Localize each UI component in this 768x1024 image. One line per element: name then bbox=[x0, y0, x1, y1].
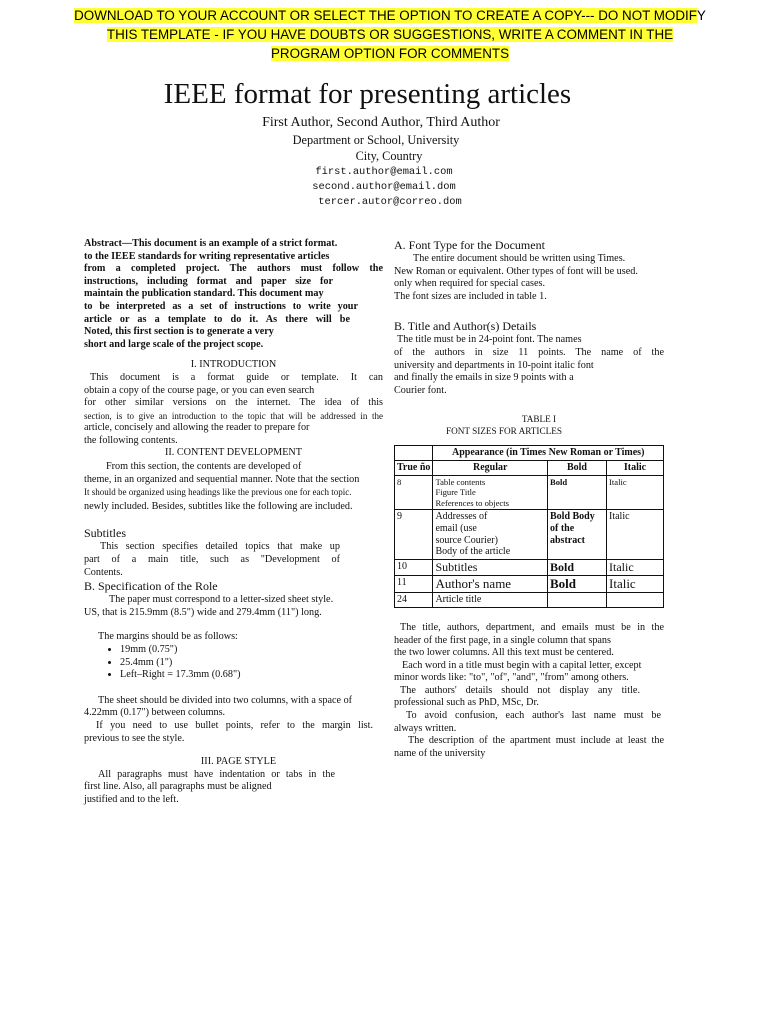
after-table-line: professional such as PhD, MSc, Dr. bbox=[394, 697, 539, 709]
role-line: US, that is 215.9mm (8.5") wide and 279.4mm (11") long. bbox=[84, 606, 322, 618]
role-line: The paper must correspond to a letter-sized sheet style. bbox=[109, 594, 334, 606]
table-cell-line: Figure Title bbox=[435, 487, 476, 498]
table-cell-regular: Author's name bbox=[433, 576, 548, 593]
table-caption: FONT SIZES FOR ARTICLES bbox=[446, 425, 562, 436]
table-cell-line: Table contents bbox=[435, 476, 486, 487]
introduction-body bbox=[84, 372, 383, 448]
section-introduction-heading: I. INTRODUCTION bbox=[190, 359, 277, 371]
table-cell-size: 9 bbox=[395, 510, 433, 560]
section-content-heading: II. CONTENT DEVELOPMENT bbox=[164, 446, 303, 458]
title-line: of the authors in size 11 points. The name of the bbox=[394, 346, 664, 358]
margins-intro: The margins should be as follows: bbox=[98, 631, 238, 643]
table-cell-size: 24 bbox=[395, 593, 433, 608]
table-cell-bold: Bold Body of the abstract bbox=[548, 510, 607, 560]
after-table-line: minor words like: "to", "of", "and", "from" among others. bbox=[394, 672, 629, 684]
abstract-line: to be interpreted as a set of instructions to write your bbox=[84, 300, 358, 312]
title-line: university and departments in 10-point italic font bbox=[394, 359, 594, 371]
table-cell-line: References to objects bbox=[435, 497, 509, 508]
subtitles-line: part of a main title, such as "Development of bbox=[84, 554, 340, 566]
table-cell-line: Addresses of bbox=[435, 511, 488, 523]
left-column bbox=[84, 238, 383, 807]
title-line: Courier font. bbox=[394, 384, 447, 396]
abstract-line: article or as a template to do it. As there will be bbox=[84, 313, 350, 325]
table-row bbox=[395, 576, 664, 593]
table-cell-regular: Article title bbox=[433, 593, 548, 608]
email-first: first.author@email.com bbox=[315, 166, 453, 178]
columns-line: The sheet should be divided into two columns, with a space of bbox=[98, 694, 353, 706]
after-table-line: the two lower columns. All this text must be centered. bbox=[394, 647, 614, 659]
table-col-regular: Regular bbox=[433, 460, 548, 475]
intro-line: the following contents. bbox=[84, 434, 178, 446]
table-cell-line: source Courier) bbox=[435, 534, 498, 546]
abstract-line: from a completed project. The authors must follow the bbox=[84, 263, 383, 275]
section-page-style-heading: III. PAGE STYLE bbox=[200, 756, 277, 768]
font-type-heading: A. Font Type for the Document bbox=[394, 238, 545, 252]
table-col-bold: Bold bbox=[548, 460, 607, 475]
table-row bbox=[395, 560, 664, 576]
table-row bbox=[395, 510, 664, 560]
intro-line: section, is to give an introduction to the topic that will be addressed in the bbox=[84, 410, 383, 421]
intro-line: for other similar versions on the internet. The idea of this bbox=[84, 397, 383, 409]
table-col-italic: Italic bbox=[607, 460, 664, 475]
table-header-row bbox=[395, 446, 664, 461]
table-cell-italic: Italic bbox=[607, 576, 664, 593]
table-cell-italic bbox=[607, 593, 664, 608]
table-cell-bold: Bold bbox=[548, 560, 607, 576]
abstract-line: short and large scale of the project scope. bbox=[84, 338, 264, 350]
intro-line: obtain a copy of the course page, or you can even search bbox=[84, 384, 315, 396]
after-table-line: always written. bbox=[394, 722, 457, 734]
email-second: second.author@email.dom bbox=[312, 181, 456, 193]
page-style-line: first line. Also, all paragraphs must be aligned bbox=[84, 781, 272, 793]
table-cell-line: email (use bbox=[435, 522, 477, 534]
table-cell-size: 11 bbox=[395, 576, 433, 593]
content-line: newly included. Besides, subtitles like the following are included. bbox=[84, 500, 353, 512]
banner-line-2: THIS TEMPLATE - IF YOU HAVE DOUBTS OR SUGGESTIONS, WRITE A COMMENT IN THE bbox=[106, 27, 674, 42]
table-cell-italic: Italic bbox=[607, 510, 664, 560]
after-table-body bbox=[394, 622, 664, 761]
paper-authors: First Author, Second Author, Third Author bbox=[262, 115, 500, 130]
after-table-line: header of the first page, in a single column that spans bbox=[394, 634, 611, 646]
subtitles-line: Contents. bbox=[84, 566, 123, 578]
subtitles-body bbox=[84, 541, 383, 579]
table-cell-regular bbox=[433, 510, 548, 560]
table-cell-bold: Bold bbox=[548, 475, 607, 510]
table-label: TABLE I bbox=[521, 414, 557, 425]
title-authors-body bbox=[394, 334, 664, 397]
after-table-line: name of the university bbox=[394, 747, 486, 759]
margin-item: • 25.4mm (1") bbox=[120, 657, 383, 670]
margins-list bbox=[84, 644, 383, 682]
intro-line: This document is a format guide or template. It can bbox=[90, 371, 383, 383]
role-heading: B. Specification of the Role bbox=[84, 579, 218, 594]
font-line: The entire document should be written using Times. bbox=[413, 253, 626, 264]
table-cell-italic: Italic bbox=[607, 560, 664, 576]
abstract-line: instructions, including format and paper size for bbox=[84, 275, 333, 287]
table-cell-regular bbox=[433, 475, 548, 510]
after-table-line: To avoid confusion, each author's last name must be bbox=[406, 710, 661, 722]
margin-item: • 19mm (0.75") bbox=[120, 644, 383, 657]
table-cell-bold bbox=[548, 593, 607, 608]
table-col-size: True ño bbox=[395, 460, 433, 475]
abstract-line: to the IEEE standards for writing representative articles bbox=[84, 250, 330, 262]
columns-line: If you need to use bullet points, refer to the margin list. bbox=[96, 720, 373, 731]
banner-line-3: PROGRAM OPTION FOR COMMENTS bbox=[270, 46, 510, 61]
abstract-line: maintain the publication standard. This document may bbox=[84, 288, 324, 300]
content-body bbox=[84, 461, 383, 513]
columns-body bbox=[84, 695, 383, 745]
right-column bbox=[394, 238, 664, 760]
table-row bbox=[395, 475, 664, 510]
banner-line-1: DOWNLOAD TO YOUR ACCOUNT OR SELECT THE OPTION TO CREATE A COPY--- DO NOT MODIF bbox=[74, 8, 697, 23]
table-subheader-row bbox=[395, 460, 664, 475]
font-line: only when required for special cases. bbox=[394, 278, 546, 290]
columns-line: 4.22mm (0.17") between columns. bbox=[84, 707, 226, 719]
table-cell-italic: Italic bbox=[607, 475, 664, 510]
banner-line-1-tail: Y bbox=[696, 8, 706, 23]
subtitles-line: This section specifies detailed topics that make up bbox=[100, 541, 340, 553]
table-cell-size: 10 bbox=[395, 560, 433, 576]
margin-item: • Left–Right = 17.3mm (0.68") bbox=[120, 669, 383, 682]
paper-title: IEEE format for presenting articles bbox=[163, 78, 572, 110]
table-row bbox=[395, 593, 664, 608]
after-table-line: The title, authors, department, and emails must be in the bbox=[400, 621, 664, 633]
paper-department: Department or School, University bbox=[292, 133, 460, 147]
content-line: theme, in an organized and sequential manner. Note that the section bbox=[84, 473, 360, 485]
title-authors-heading: B. Title and Author(s) Details bbox=[394, 319, 537, 334]
abstract-line: Noted, this first section is to generate a very bbox=[84, 326, 274, 338]
columns-line: previous to see the style. bbox=[84, 732, 185, 744]
title-line: The title must be in 24-point font. The names bbox=[397, 334, 582, 346]
abstract-line: Abstract—This document is an example of a strict format. bbox=[84, 238, 338, 249]
table-cell-regular: Subtitles bbox=[433, 560, 548, 576]
table-group-header: Appearance (in Times New Roman or Times) bbox=[433, 446, 664, 461]
abstract bbox=[84, 238, 383, 351]
table-cell-bold: Bold bbox=[548, 576, 607, 593]
subtitles-heading: Subtitles bbox=[84, 526, 127, 541]
font-line: The font sizes are included in table 1. bbox=[394, 290, 547, 302]
content-line: It should be organized using headings like the previous one for each topic. bbox=[84, 487, 352, 498]
table-cell-size: 8 bbox=[395, 475, 433, 510]
content-line: From this section, the contents are developed of bbox=[106, 461, 302, 473]
font-sizes-table bbox=[394, 445, 664, 608]
page-style-line: All paragraphs must have indentation or tabs in the bbox=[98, 768, 335, 780]
table-cell-line: Body of the article bbox=[435, 546, 511, 558]
page-style-line: justified and to the left. bbox=[84, 793, 179, 805]
after-table-line: Each word in a title must begin with a capital letter, except bbox=[402, 659, 642, 671]
font-type-body bbox=[394, 253, 664, 303]
after-table-line: The description of the apartment must include at least the bbox=[408, 735, 664, 747]
intro-line: article, concisely and allowing the reader to prepare for bbox=[84, 422, 310, 434]
font-line: New Roman or equivalent. Other types of font will be used. bbox=[394, 265, 638, 277]
download-banner bbox=[60, 6, 720, 63]
table-header-blank bbox=[395, 446, 433, 461]
role-body bbox=[84, 594, 383, 619]
after-table-line: The authors' details should not display any title. bbox=[400, 684, 640, 696]
email-third: tercer.autor@correo.dom bbox=[318, 196, 462, 208]
title-line: and finally the emails in size 9 points with a bbox=[394, 372, 574, 384]
paper-city: City, Country bbox=[355, 149, 423, 163]
page-style-body bbox=[84, 769, 383, 807]
